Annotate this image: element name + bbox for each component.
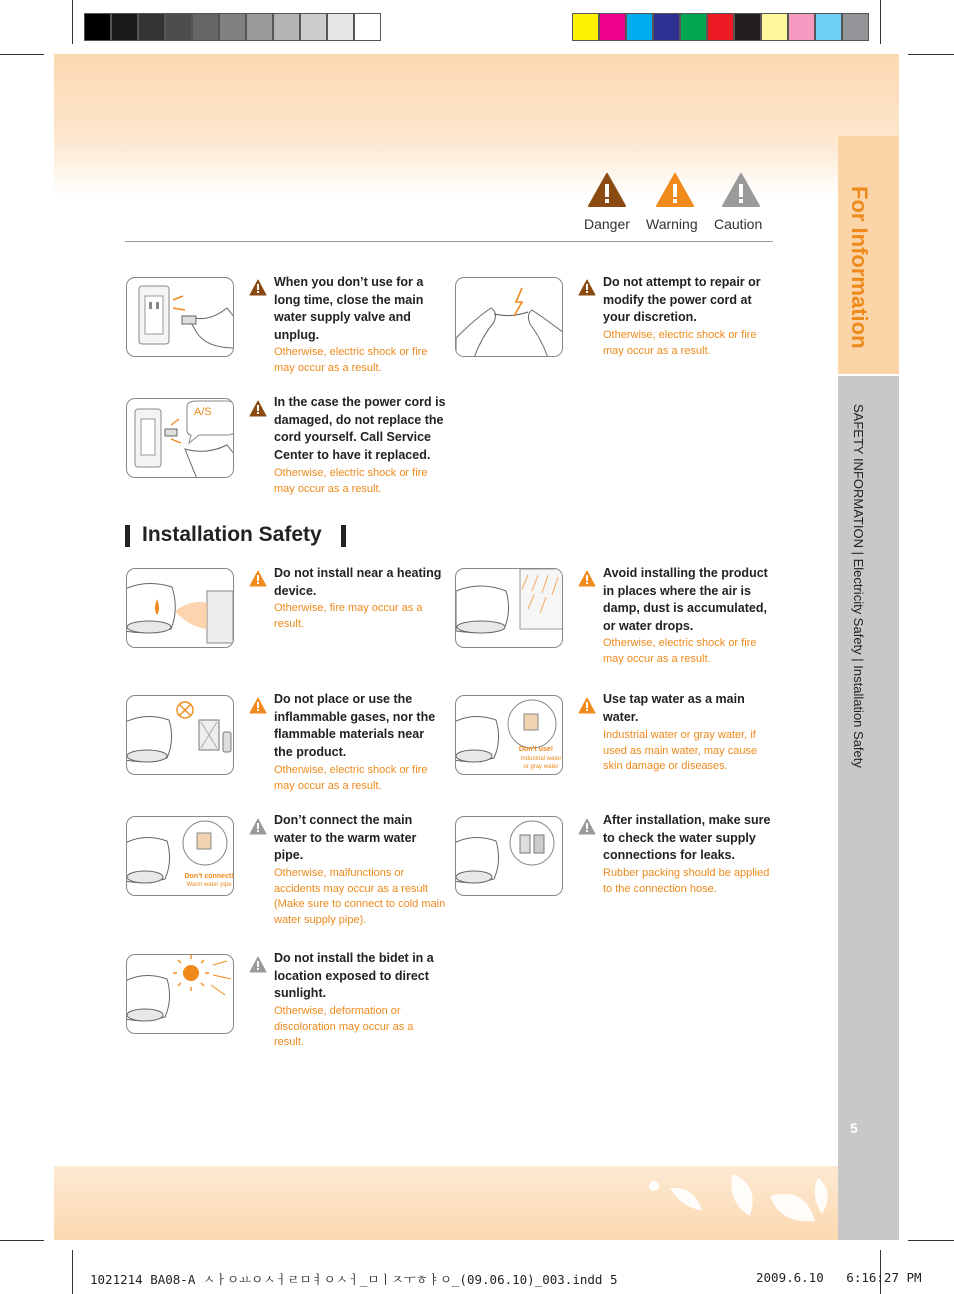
- header-fade: [54, 136, 899, 196]
- unplug-illustration: [126, 277, 234, 357]
- crop-mark: [72, 0, 73, 44]
- item-title: Do not place or use the inflammable gases, nor the flammable materials near the product.: [274, 692, 436, 759]
- item-note: Rubber packing should be applied to the connection hose.: [603, 867, 770, 895]
- color-swatch: [111, 13, 138, 41]
- section-heading: Installation Safety: [142, 523, 322, 546]
- illus-label: Don’t connect!: [184, 873, 234, 880]
- color-swatch: [273, 13, 300, 41]
- item-note: Otherwise, electric shock or fire may occur as a result.: [603, 637, 757, 665]
- warning-icon: [249, 697, 267, 715]
- legend-danger-label: Danger: [584, 216, 630, 232]
- color-swatch: [84, 13, 111, 41]
- header-band: [54, 54, 899, 136]
- warning-icon: [655, 172, 695, 208]
- caution-icon: [249, 956, 267, 974]
- crop-mark: [908, 1240, 954, 1241]
- heading-bar-left: [125, 525, 130, 547]
- color-swatch: [354, 13, 381, 41]
- leaf-decoration: [640, 1166, 840, 1240]
- item-title: When you don’t use for a long time, close the main water supply valve and unplug.: [274, 275, 424, 342]
- footer-timestamp: 2009.6.10 6:16:27 PM: [756, 1270, 922, 1285]
- item-title: Use tap water as a main water.: [603, 692, 745, 724]
- heater-illustration: [126, 568, 234, 648]
- item-note: Otherwise, malfunctions or accidents may occur as a result (Make sure to connect to cold main water supply pipe).: [274, 867, 446, 926]
- color-swatch: [761, 13, 788, 41]
- color-swatch: [599, 13, 626, 41]
- color-swatch: [788, 13, 815, 41]
- legend-caution-label: Caution: [714, 216, 763, 232]
- heading-bar-right: [341, 525, 346, 547]
- crop-mark: [0, 1240, 44, 1241]
- item-title: Do not install the bidet in a location exposed to direct sunlight.: [274, 951, 434, 1000]
- color-swatch: [300, 13, 327, 41]
- item-note: Otherwise, electric shock or fire may occur as a result.: [274, 467, 428, 495]
- color-swatch: [653, 13, 680, 41]
- breadcrumb: SAFETY INFORMATION | Electricity Safety | Installation Safety: [851, 404, 866, 768]
- caution-icon: [721, 172, 761, 208]
- damp-air-illustration: [455, 568, 563, 648]
- service-center-illustration: [126, 398, 234, 478]
- footer-filename: 1021214 BA08-A ㅅㅏㅇㅛㅇㅅㅓㄹㅁㅕㅇㅅㅓ_ㅁㅣㅈㅜㅎㅑㅇ_(09.06.10)_003.indd 5: [90, 1272, 618, 1287]
- color-swatch: [734, 13, 761, 41]
- color-swatch: [138, 13, 165, 41]
- color-swatch: [842, 13, 869, 41]
- danger-icon: [249, 279, 267, 297]
- leak-check-illustration: [455, 816, 563, 896]
- as-badge-label: A/S: [194, 406, 212, 418]
- item-title: Avoid installing the product in places where the air is damp, dust is accumulated, or water drops.: [603, 566, 768, 633]
- color-swatch: [707, 13, 734, 41]
- color-swatch: [572, 13, 599, 41]
- divider: [125, 241, 773, 242]
- item-title: Do not attempt to repair or modify the power cord at your discretion.: [603, 275, 761, 324]
- color-swatch: [165, 13, 192, 41]
- sunlight-illustration: [126, 954, 234, 1034]
- danger-icon: [578, 279, 596, 297]
- color-swatch: [327, 13, 354, 41]
- item-note: Industrial water or gray water, if used as main water, may cause skin damage or diseases.: [603, 729, 758, 772]
- warm-water-pipe-illustration: [126, 816, 234, 896]
- warning-icon: [578, 570, 596, 588]
- illus-sublabel: Industrial water or gray water: [520, 756, 562, 770]
- crop-mark: [0, 54, 44, 55]
- color-swatch: [626, 13, 653, 41]
- caution-icon: [249, 818, 267, 836]
- flammable-illustration: [126, 695, 234, 775]
- color-swatch: [246, 13, 273, 41]
- item-note: Otherwise, fire may occur as a result.: [274, 602, 423, 630]
- item-title: In the case the power cord is damaged, do not replace the cord yourself. Call Service Center to have it replaced.: [274, 395, 446, 462]
- section-title: For Information: [847, 186, 872, 349]
- warning-icon: [249, 570, 267, 588]
- color-swatch: [219, 13, 246, 41]
- cord-repair-illustration: [455, 277, 563, 357]
- warning-icon: [578, 697, 596, 715]
- caution-icon: [578, 818, 596, 836]
- illus-sublabel: Warm water pipe: [186, 882, 232, 888]
- color-swatch: [680, 13, 707, 41]
- item-title: Do not install near a heating device.: [274, 566, 442, 598]
- item-note: Otherwise, electric shock or fire may occur as a result.: [274, 346, 428, 374]
- crop-mark: [72, 1250, 73, 1294]
- danger-icon: [587, 172, 627, 208]
- danger-icon: [249, 400, 267, 418]
- crop-mark: [908, 54, 954, 55]
- legend-warning-label: Warning: [646, 216, 698, 232]
- item-note: Otherwise, electric shock or fire may occur as a result.: [274, 764, 428, 792]
- crop-mark: [880, 0, 881, 44]
- color-swatch: [192, 13, 219, 41]
- color-swatch: [815, 13, 842, 41]
- item-title: After installation, make sure to check the water supply connections for leaks.: [603, 813, 771, 862]
- item-note: Otherwise, deformation or discoloration may occur as a result.: [274, 1005, 414, 1048]
- item-note: Otherwise, electric shock or fire may occur as a result.: [603, 329, 757, 357]
- illus-label: Don’t use!: [518, 746, 554, 753]
- item-title: Don’t connect the main water to the warm water pipe.: [274, 813, 417, 862]
- page-number: 5: [850, 1120, 858, 1136]
- tap-water-illustration: [455, 695, 563, 775]
